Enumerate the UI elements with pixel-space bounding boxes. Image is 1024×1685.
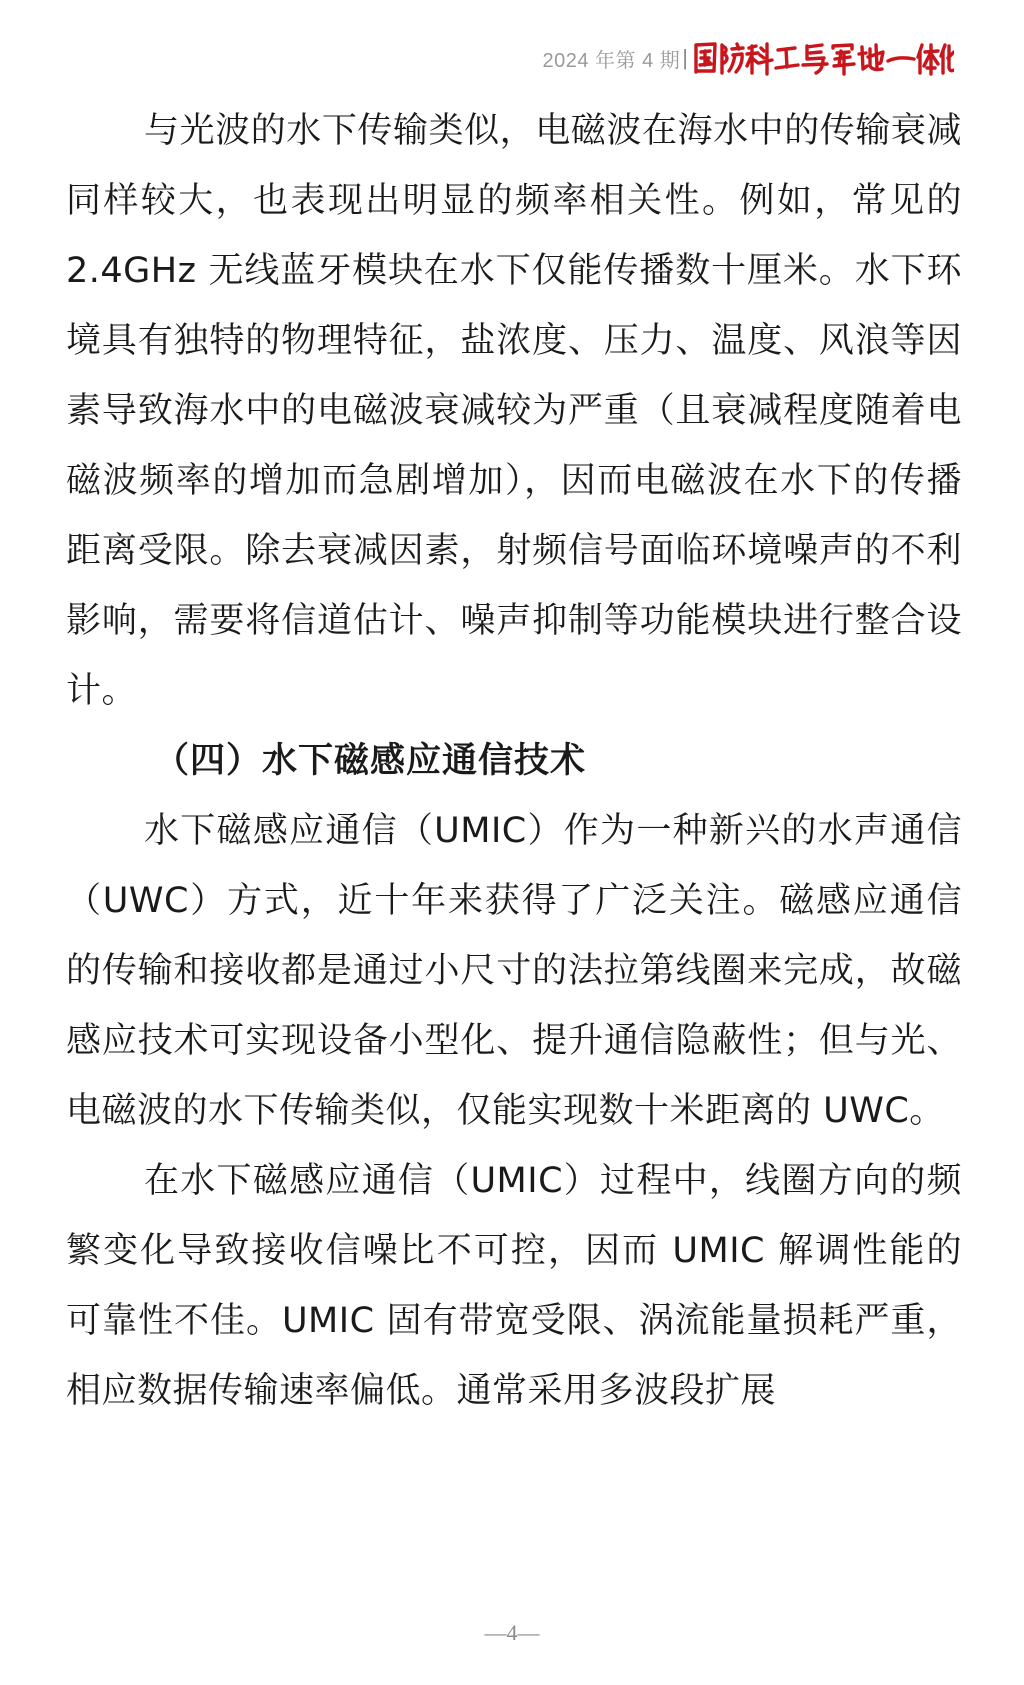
header-separator: | [682, 45, 688, 70]
calligraphy-slogan-logo [692, 40, 954, 76]
paragraph-electromagnetic-attenuation: 与光波的水下传输类似，电磁波在海水中的传输衰减同样较大，也表现出明显的频率相关性。例如，常见的 2.4GHz 无线蓝牙模块在水下仅能传播数十厘米。水下环境具有独特的物理特征，盐浓度、压力、温度、风浪等因素导致海水中的电磁波衰减较为严重（且衰减程度随着电磁波频率的增加而急剧增加），因而电磁波在水下的传播距离受限。除去衰减因素，射频信号面临环境噪声的不利影响，需要将信道估计、噪声抑制等功能模块进行整合设计。 [66, 111, 962, 711]
article-body [66, 96, 962, 1426]
page-number: —4— [484, 1620, 540, 1645]
paragraph-umic-introduction: 水下磁感应通信（UMIC）作为一种新兴的水声通信（UWC）方式，近十年来获得了广泛关注。磁感应通信的传输和接收都是通过小尺寸的法拉第线圈来完成，故磁感应技术可实现设备小型化、提升通信隐蔽性；但与光、电磁波的水下传输类似，仅能实现数十米距离的 UWC。 [66, 811, 962, 1131]
page-header [542, 40, 954, 76]
section-heading-magnetic-induction: （四）水下磁感应通信技术 [154, 741, 587, 781]
paragraph-umic-limitations: 在水下磁感应通信（UMIC）过程中，线圈方向的频繁变化导致接收信噪比不可控，因而 UMIC 解调性能的可靠性不佳。UMIC 固有带宽受限、涡流能量损耗严重，相应数据传输速率偏低。通常采用多波段扩展 [66, 1161, 962, 1411]
issue-label: 2024 年第 4 期 [542, 49, 681, 72]
